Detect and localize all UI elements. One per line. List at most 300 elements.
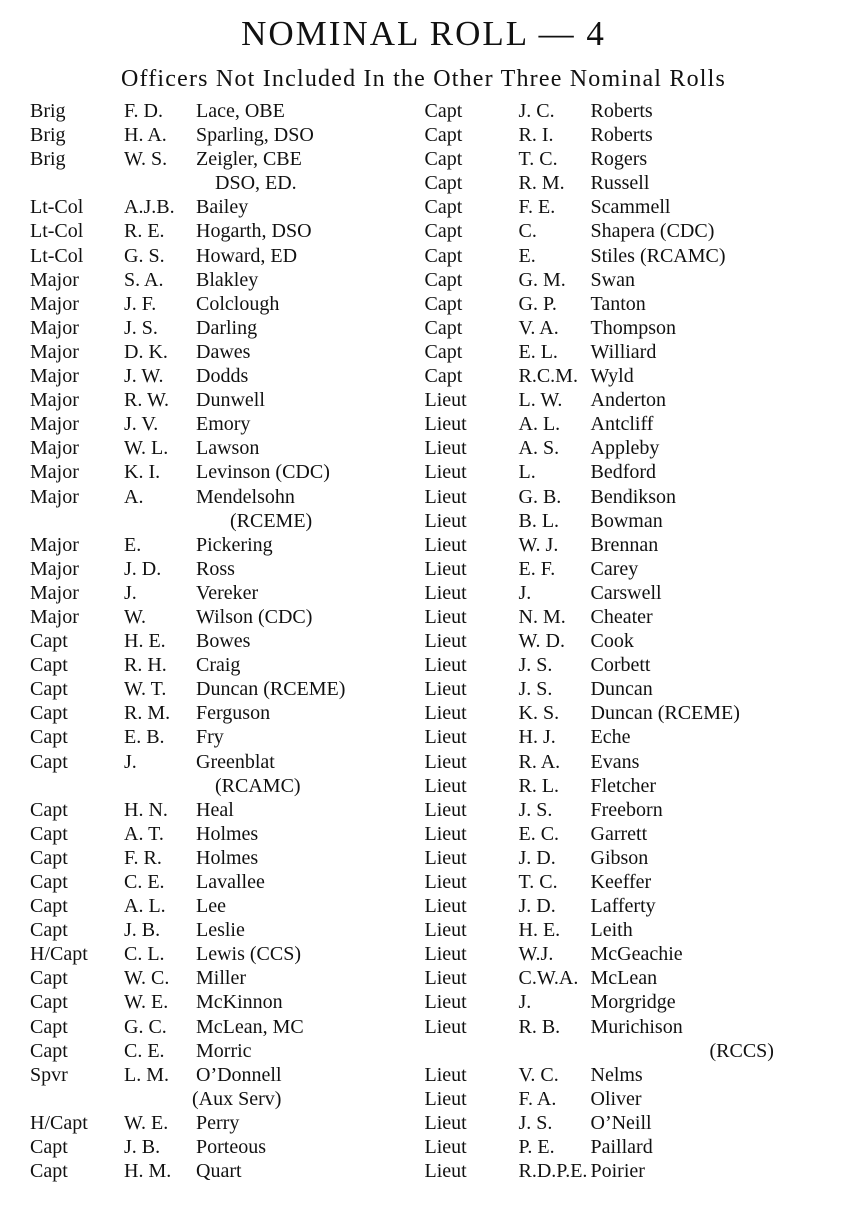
roster-row	[425, 1063, 820, 1087]
officer-surname: Cook	[590, 630, 634, 653]
officer-surname: Perry	[196, 1111, 240, 1134]
roster-row	[425, 653, 820, 677]
officer-rank: Lieut	[424, 1160, 467, 1183]
officer-initials: A. L.	[124, 895, 166, 918]
officer-initials: C. E.	[124, 871, 165, 893]
officer-surname: Porteous	[196, 1136, 266, 1159]
officer-initials: C. L.	[124, 943, 165, 966]
officer-surname: O’Donnell	[196, 1063, 282, 1086]
officer-rank: Lieut	[424, 389, 467, 412]
officer-surname: Lee	[196, 895, 226, 918]
officer-initials: E. B.	[124, 726, 165, 749]
roster-row	[30, 725, 425, 749]
officer-rank: Lieut	[424, 846, 467, 869]
officer-rank: Capt	[424, 220, 463, 243]
officer-surname: Morgridge	[590, 991, 676, 1014]
officer-rank: Capt	[30, 798, 68, 821]
officer-surname: Roberts	[590, 100, 653, 122]
document-page	[0, 14, 847, 1231]
officer-surname: Eche	[590, 726, 631, 749]
officer-rank: Lieut	[424, 1087, 467, 1110]
officer-surname: Craig	[196, 654, 241, 677]
officer-surname: Holmes	[196, 846, 259, 869]
roster-row	[425, 942, 820, 966]
officer-surname: Leslie	[196, 919, 245, 942]
officer-initials: J. D.	[518, 846, 556, 869]
officer-rank: Major	[30, 316, 79, 339]
officer-surname: Freeborn	[590, 798, 663, 821]
officer-initials: J.	[124, 750, 137, 773]
officer-rank: Lieut	[424, 774, 467, 797]
officer-surname: Cheater	[590, 605, 653, 628]
officer-rank: H/Capt	[30, 943, 88, 966]
officer-unit-continuation: DSO, ED.	[215, 172, 297, 195]
officer-initials: G. C.	[124, 1015, 167, 1038]
roster-row	[30, 460, 425, 484]
officer-rank: Capt	[30, 846, 68, 869]
officer-surname: Bailey	[196, 196, 249, 219]
roster-row	[30, 1015, 425, 1039]
officer-initials: K. I.	[124, 461, 161, 484]
officer-initials: E. L.	[518, 340, 558, 363]
roster-row	[30, 557, 425, 581]
roster-row	[425, 1159, 820, 1183]
officer-surname: Greenblat	[196, 750, 275, 773]
officer-surname: Sparling, DSO	[196, 124, 314, 147]
officer-rank: Lieut	[424, 1111, 467, 1134]
officer-rank: Capt	[30, 871, 68, 893]
officer-surname: Hogarth, DSO	[196, 220, 312, 243]
officer-rank: Capt	[30, 726, 68, 749]
roster-row	[30, 195, 425, 219]
officer-surname: Gibson	[590, 846, 649, 869]
roster-row	[30, 942, 425, 966]
officer-surname: Shapera (CDC)	[590, 220, 715, 243]
officer-surname: Corbett	[590, 654, 651, 677]
officer-rank: Lieut	[424, 413, 467, 436]
roster-row	[30, 244, 425, 268]
roster-row	[425, 846, 820, 870]
officer-surname: Roberts	[590, 124, 653, 147]
officer-surname: Darling	[196, 316, 258, 339]
roster-row	[30, 1063, 425, 1087]
officer-rank: Major	[30, 365, 79, 388]
officer-rank: Brig	[30, 148, 66, 171]
roster-row	[425, 316, 820, 340]
officer-initials: G. S.	[124, 244, 165, 267]
officer-initials: J.	[518, 991, 532, 1014]
roster-row	[425, 677, 820, 701]
roster-row	[425, 244, 820, 268]
officer-rank: Major	[30, 340, 79, 363]
officer-rank: Capt	[424, 244, 463, 267]
officer-rank: Capt	[424, 340, 463, 363]
officer-surname: McGeachie	[590, 943, 683, 966]
roster-row	[30, 581, 425, 605]
roster-row	[425, 1135, 820, 1159]
officer-rank: Lieut	[424, 509, 467, 532]
roster-row	[425, 219, 820, 243]
roster-row	[30, 677, 425, 701]
roster-row	[425, 798, 820, 822]
officer-initials: V. A.	[518, 316, 559, 339]
officer-rank: Capt	[424, 365, 463, 388]
officer-rank: Lieut	[424, 919, 467, 942]
officer-initials: J. B.	[124, 1136, 161, 1159]
officer-surname: Oliver	[590, 1087, 642, 1110]
roster-row	[425, 1015, 820, 1039]
roster-row	[30, 846, 425, 870]
roster-row	[425, 918, 820, 942]
officer-surname: Ferguson	[196, 702, 271, 725]
officer-surname: Heal	[196, 798, 234, 821]
officer-initials: R. M.	[518, 172, 565, 195]
officer-rank: Capt	[30, 1039, 68, 1062]
roster-row	[425, 340, 820, 364]
officer-rank: Capt	[30, 895, 68, 918]
officer-rank: Major	[30, 605, 79, 628]
officer-surname: Wilson (CDC)	[196, 605, 313, 628]
officer-rank: Major	[30, 485, 79, 508]
roll-column-right	[425, 99, 820, 1183]
officer-initials: W. E.	[124, 991, 169, 1014]
roster-row	[30, 1135, 425, 1159]
roster-row	[30, 750, 425, 774]
officer-surname: Quart	[196, 1160, 242, 1183]
officer-surname: Duncan	[590, 678, 653, 701]
roster-row	[30, 316, 425, 340]
officer-surname: Garrett	[590, 822, 648, 845]
officer-initials: E. F.	[518, 557, 556, 580]
roster-row	[425, 99, 820, 123]
roster-row	[30, 822, 425, 846]
roster-row	[425, 147, 820, 171]
officer-surname: Miller	[196, 967, 246, 990]
officer-initials: F. D.	[124, 100, 163, 122]
officer-surname: Colclough	[196, 292, 280, 315]
officer-initials: J. D.	[124, 557, 162, 580]
officer-rank: Capt	[424, 292, 463, 315]
officer-initials: R. I.	[518, 124, 554, 147]
officer-surname: Levinson (CDC)	[196, 461, 330, 484]
officer-initials: B. L.	[518, 509, 560, 532]
officer-initials: E. C.	[518, 822, 560, 845]
officer-initials: J. S.	[518, 798, 553, 821]
officer-surname: Bowman	[590, 509, 663, 532]
officer-rank: Capt	[424, 316, 463, 339]
officer-surname: Nelms	[590, 1063, 643, 1086]
roll-column-left	[30, 99, 425, 1183]
roster-row	[425, 1087, 820, 1111]
officer-rank: Lieut	[424, 461, 467, 484]
roster-row	[30, 1039, 425, 1063]
officer-rank: Major	[30, 268, 79, 291]
officer-initials: T. C.	[518, 871, 558, 893]
officer-surname: Carswell	[590, 581, 662, 604]
officer-rank: Lieut	[424, 1136, 467, 1159]
officer-surname: Carey	[590, 557, 639, 580]
officer-rank: Capt	[30, 654, 68, 677]
officer-surname: Lawson	[196, 437, 260, 460]
roster-row	[30, 436, 425, 460]
roster-row	[425, 629, 820, 653]
officer-surname: McLean	[590, 967, 658, 990]
officer-initials: R. L.	[518, 774, 560, 797]
officer-initials: R. W.	[124, 389, 170, 412]
officer-surname: Scammell	[590, 196, 671, 219]
officer-surname: Stiles (RCAMC)	[590, 244, 726, 267]
officer-surname: Keeffer	[590, 871, 652, 893]
officer-initials: P. E.	[518, 1136, 555, 1159]
roster-row	[425, 557, 820, 581]
roster-row	[425, 605, 820, 629]
roster-row	[425, 990, 820, 1014]
officer-surname: Fry	[196, 726, 224, 749]
officer-initials: R.D.P.E.	[518, 1160, 588, 1183]
officer-rank: Lieut	[424, 533, 467, 556]
officer-initials: F. E.	[518, 196, 556, 219]
roster-row	[30, 918, 425, 942]
officer-rank: Capt	[424, 172, 463, 195]
officer-rank: Lieut	[424, 557, 467, 580]
officer-initials: H. E.	[124, 630, 166, 653]
officer-surname: Evans	[590, 750, 640, 773]
roster-row	[30, 268, 425, 292]
roster-row	[30, 653, 425, 677]
officer-initials: S. A.	[124, 268, 164, 291]
officer-initials: W. C.	[124, 967, 170, 990]
officer-initials: W. E.	[124, 1111, 169, 1134]
page-subtitle: Officers Not Included In the Other Three Nominal Rolls	[120, 66, 727, 92]
roll-columns	[0, 99, 847, 1183]
officer-initials: R. B.	[518, 1015, 561, 1038]
officer-surname: McLean, MC	[196, 1015, 304, 1038]
officer-initials: F. A.	[518, 1087, 557, 1110]
officer-initials: K. S.	[518, 702, 560, 725]
officer-surname: Paillard	[590, 1136, 653, 1159]
officer-surname: Poirier	[590, 1160, 645, 1183]
officer-initials: T. C.	[518, 148, 558, 171]
roster-row	[30, 894, 425, 918]
officer-rank: Capt	[424, 124, 463, 147]
officer-initials: J. D.	[518, 895, 556, 918]
roster-row	[30, 990, 425, 1014]
roster-row	[425, 750, 820, 774]
officer-initials: R. E.	[124, 220, 165, 243]
officer-unit-continuation: (Aux Serv)	[192, 1087, 282, 1110]
officer-rank: Lt-Col	[30, 244, 84, 267]
roster-row	[425, 533, 820, 557]
officer-rank: Lieut	[424, 1015, 467, 1038]
officer-surname: Dawes	[196, 340, 251, 363]
officer-surname: Lace, OBE	[196, 100, 285, 122]
officer-rank: Lieut	[424, 895, 467, 918]
roster-row	[425, 412, 820, 436]
officer-rank: Capt	[424, 148, 463, 171]
roster-row	[425, 485, 820, 509]
roster-row	[30, 364, 425, 388]
officer-initials: J.	[518, 581, 532, 604]
officer-surname: Lavallee	[196, 871, 265, 893]
officer-rank: Capt	[424, 196, 463, 219]
officer-rank: Lieut	[424, 605, 467, 628]
officer-initials: L. M.	[124, 1063, 169, 1086]
roster-row	[30, 219, 425, 243]
officer-surname: Lafferty	[590, 895, 656, 918]
roster-row	[425, 966, 820, 990]
officer-surname: Morric	[196, 1039, 252, 1062]
roster-row	[30, 412, 425, 436]
officer-initials: C. E.	[124, 1039, 165, 1062]
officer-surname: Blakley	[196, 268, 259, 291]
officer-surname: Emory	[196, 413, 251, 436]
officer-initials: W. L.	[124, 437, 169, 460]
roster-row	[425, 725, 820, 749]
officer-surname: Rogers	[590, 148, 648, 171]
officer-initials: V. C.	[518, 1063, 559, 1086]
officer-initials: J.	[124, 581, 137, 604]
officer-surname: Anderton	[590, 389, 667, 412]
officer-surname: Pickering	[196, 533, 273, 556]
officer-surname: Bowes	[196, 630, 251, 653]
roster-row	[425, 509, 820, 533]
officer-rank: Lieut	[424, 967, 467, 990]
roster-row	[30, 605, 425, 629]
officer-initials: W. S.	[124, 148, 168, 171]
officer-initials: W. D.	[518, 630, 565, 653]
officer-surname: Antcliff	[590, 413, 654, 436]
officer-initials: A. L.	[518, 413, 561, 436]
officer-rank: Brig	[30, 124, 66, 147]
page-title: NOMINAL ROLL — 4	[241, 14, 606, 53]
officer-rank: Lieut	[424, 798, 467, 821]
officer-initials: J. S.	[124, 316, 158, 339]
officer-rank: Major	[30, 389, 79, 412]
officer-surname: Zeigler, CBE	[196, 148, 302, 171]
officer-surname: Fletcher	[590, 774, 657, 797]
roster-row	[425, 581, 820, 605]
officer-rank: Major	[30, 557, 79, 580]
roster-row	[425, 268, 820, 292]
officer-initials: J. C.	[518, 100, 555, 122]
officer-rank: Capt	[424, 268, 463, 291]
officer-initials: W. J.	[518, 533, 559, 556]
roster-row	[30, 870, 425, 894]
officer-initials: J. B.	[124, 919, 161, 942]
roster-row	[30, 147, 425, 171]
officer-surname: Holmes	[196, 822, 259, 845]
roster-row	[425, 171, 820, 195]
officer-surname: Duncan (RCEME)	[196, 678, 346, 701]
roster-row	[30, 533, 425, 557]
officer-surname: Brennan	[590, 533, 659, 556]
officer-unit-continuation: (RCAMC)	[215, 774, 301, 797]
roster-row	[425, 460, 820, 484]
roster-row	[30, 388, 425, 412]
officer-surname: Dodds	[196, 365, 249, 388]
officer-initials: W.	[124, 605, 147, 628]
officer-surname: Williard	[590, 340, 657, 363]
roster-row	[425, 822, 820, 846]
roster-row	[425, 123, 820, 147]
officer-initials: L. W.	[518, 389, 563, 412]
roster-row	[425, 774, 820, 798]
officer-surname: Dunwell	[196, 389, 265, 412]
officer-rank: Capt	[30, 991, 68, 1014]
roster-row	[425, 1111, 820, 1135]
officer-initials: J. V.	[124, 413, 159, 436]
officer-rank: H/Capt	[30, 1111, 88, 1134]
officer-rank: Major	[30, 581, 79, 604]
roster-row	[30, 701, 425, 725]
officer-surname: Tanton	[590, 292, 646, 315]
officer-initials: H. M.	[124, 1160, 172, 1183]
officer-surname: Leith	[590, 919, 633, 942]
officer-surname: Murichison	[590, 1015, 683, 1038]
officer-initials: H. E.	[518, 919, 561, 942]
officer-initials: L.	[518, 461, 536, 484]
officer-rank: Lieut	[424, 485, 467, 508]
officer-initials: R. A.	[518, 750, 561, 773]
officer-initials: J. S.	[518, 1111, 553, 1134]
officer-initials: W.J.	[518, 943, 554, 966]
officer-rank: Capt	[30, 630, 68, 653]
roster-row	[30, 292, 425, 316]
officer-surname: Howard, ED	[196, 244, 298, 267]
officer-rank: Capt	[30, 702, 68, 725]
officer-surname: Russell	[590, 172, 650, 195]
officer-initials: E.	[124, 533, 142, 556]
officer-initials: G. M.	[518, 268, 566, 291]
officer-initials: G. P.	[518, 292, 557, 315]
roster-row	[30, 966, 425, 990]
officer-rank: Lieut	[424, 726, 467, 749]
officer-rank: Capt	[30, 750, 68, 773]
officer-rank: Major	[30, 533, 79, 556]
officer-rank: Capt	[30, 1136, 68, 1159]
roster-row	[30, 629, 425, 653]
officer-initials: A.J.B.	[124, 196, 175, 219]
officer-initials: F. R.	[124, 846, 162, 869]
officer-rank: Lieut	[424, 630, 467, 653]
officer-rank: Capt	[30, 1015, 68, 1038]
officer-initials: A.	[124, 485, 144, 508]
officer-initials: D. K.	[124, 340, 168, 363]
officer-initials: C.	[518, 220, 537, 243]
officer-surname: Thompson	[590, 316, 677, 339]
officer-rank: Lieut	[424, 822, 467, 845]
officer-initials: R. M.	[124, 702, 171, 725]
officer-initials: H. J.	[518, 726, 556, 749]
roster-row	[30, 1159, 425, 1183]
officer-initials: J. S.	[518, 678, 553, 701]
officer-rank: Capt	[30, 1160, 68, 1183]
officer-surname: Bedford	[590, 461, 657, 484]
officer-rank: Lt-Col	[30, 220, 84, 243]
officer-unit-continuation: (RCCS)	[709, 1039, 774, 1062]
officer-rank: Capt	[30, 967, 68, 990]
officer-initials: H. N.	[124, 798, 168, 821]
officer-rank: Lieut	[424, 581, 467, 604]
officer-rank: Major	[30, 292, 79, 315]
officer-rank: Lieut	[424, 654, 467, 677]
roster-row	[425, 894, 820, 918]
officer-surname: Bendikson	[590, 485, 677, 508]
roster-row	[425, 701, 820, 725]
officer-initials: A. S.	[518, 437, 560, 460]
officer-surname: Duncan (RCEME)	[590, 702, 740, 725]
roster-row	[425, 292, 820, 316]
